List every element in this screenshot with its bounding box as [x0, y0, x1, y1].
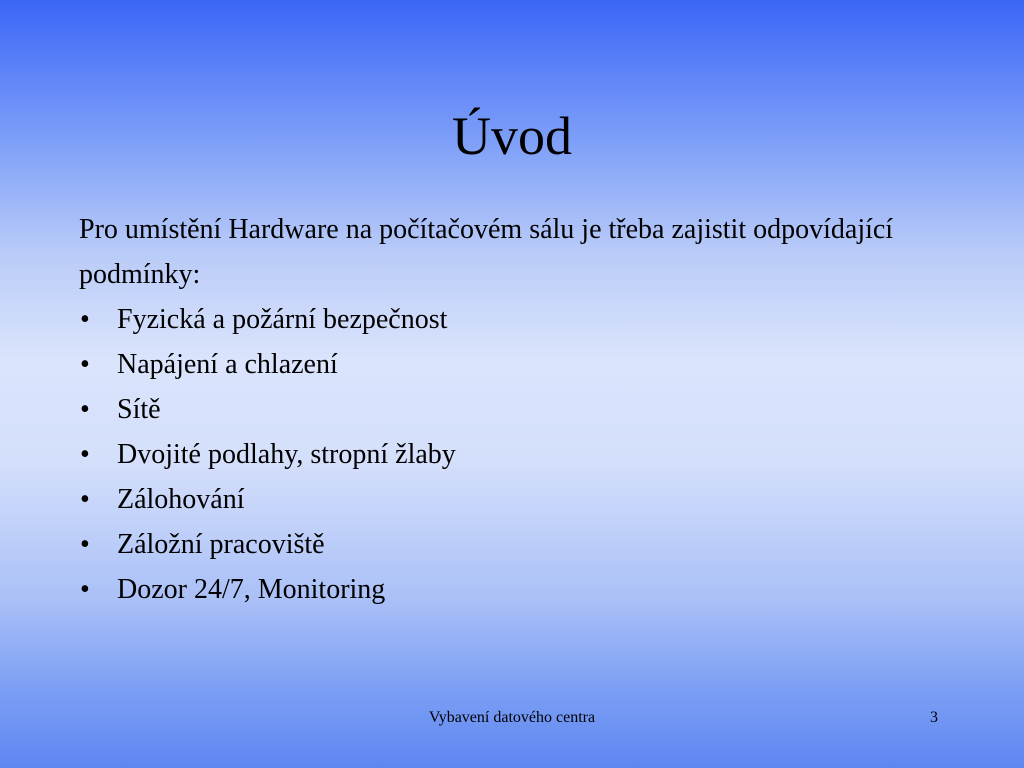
bullet-icon: • — [80, 439, 90, 470]
bullet-list — [79, 297, 959, 612]
intro-text: Pro umístění Hardware na počítačovém sálu je třeba zajistit odpovídající podmínky: — [79, 214, 894, 290]
slide-content — [79, 207, 959, 612]
bullet-text: Sítě — [117, 394, 161, 425]
bullet-item — [79, 432, 959, 477]
bullet-text: Dvojité podlahy, stropní žlaby — [117, 439, 456, 470]
bullet-text: Dozor 24/7, Monitoring — [117, 574, 386, 605]
bullet-item — [79, 387, 959, 432]
bullet-icon: • — [80, 304, 90, 335]
slide-title: Úvod — [452, 106, 572, 166]
bullet-icon: • — [80, 394, 90, 425]
bullet-item — [79, 567, 959, 612]
bullet-text: Zálohování — [117, 484, 245, 515]
bullet-item — [79, 477, 959, 522]
bullet-icon: • — [80, 349, 90, 380]
bullet-text: Záložní pracoviště — [117, 529, 325, 560]
bullet-text: Napájení a chlazení — [117, 349, 338, 380]
bullet-icon: • — [80, 484, 90, 515]
bullet-item — [79, 342, 959, 387]
page-number: 3 — [930, 709, 938, 726]
bullet-icon: • — [80, 529, 90, 560]
bullet-item — [79, 522, 959, 567]
footer-title: Vybavení datového centra — [428, 709, 596, 726]
bullet-icon: • — [80, 574, 90, 605]
bullet-text: Fyzická a požární bezpečnost — [117, 304, 448, 335]
bullet-item — [79, 297, 959, 342]
